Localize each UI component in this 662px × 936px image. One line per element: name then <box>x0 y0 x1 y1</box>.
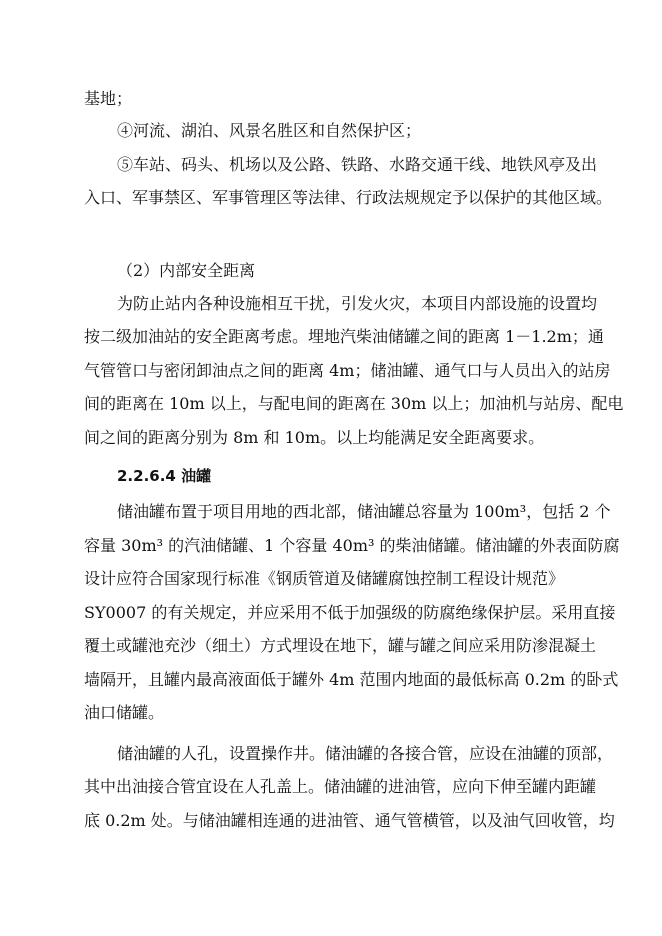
paragraph-2-line-7: 油口储罐。 <box>84 703 165 722</box>
paragraph-1-line-2: 按二级加油站的安全距离考虑。埋地汽柴油储罐之间的距离 1－1.2m；通 <box>84 327 604 346</box>
paragraph-3-line-1: 储油罐的人孔，设置操作井。储油罐的各接合管，应设在油罐的顶部， <box>117 744 614 763</box>
paragraph-2-line-1: 储油罐布置于项目用地的西北部，储油罐总容量为 100m³，包括 2 个 <box>117 502 611 521</box>
paragraph-1-line-3: 气管管口与密闭卸油点之间的距离 4m；储油罐、通气口与人员出入的站房 <box>84 361 611 380</box>
text-line-4: 入口、军事禁区、军事管理区等法律、行政法规规定予以保护的其他区域。 <box>84 188 613 207</box>
paragraph-1-line-4: 间的距离在 10m 以上，与配电间的距离在 30m 以上；加油机与站房、配电 <box>84 394 624 413</box>
paragraph-1-line-1: 为防止站内各种设施相互干扰，引发火灾，本项目内部设施的设置均 <box>117 294 598 313</box>
section-heading-internal-distance: （2）内部安全距离 <box>117 261 256 280</box>
paragraph-3-line-3: 底 0.2m 处。与储油罐相连通的进油管、通气管横管，以及油气回收管，均 <box>84 811 615 830</box>
paragraph-2-line-2: 容量 30m³ 的汽油储罐、1 个容量 40m³ 的柴油储罐。储油罐的外表面防腐 <box>84 536 620 555</box>
list-item-rivers: ④河流、湖泊、风景名胜区和自然保护区； <box>117 121 422 140</box>
text-line-1: 基地； <box>84 89 133 108</box>
paragraph-3-line-2: 其中出油接合管宜设在人孔盖上。储油罐的进油管，应向下伸至罐内距罐 <box>84 777 597 796</box>
paragraph-1-line-5: 间之间的距离分别为 8m 和 10m。以上均能满足安全距离要求。 <box>84 428 545 447</box>
paragraph-2-line-5: 覆土或罐池充沙（细土）方式埋设在地下，罐与罐之间应采用防渗混凝土 <box>84 636 597 655</box>
paragraph-2-line-4: SY0007 的有关规定，并应采用不低于加强级的防腐绝缘保护层。采用直接 <box>84 603 616 622</box>
paragraph-2-line-6: 墙隔开，且罐内最高液面低于罐外 4m 范围内地面的最低标高 0.2m 的卧式 <box>84 670 619 689</box>
paragraph-2-line-3: 设计应符合国家现行标准《钢质管道及储罐腐蚀控制工程设计规范》 <box>84 569 565 588</box>
list-item-stations: ⑤车站、码头、机场以及公路、铁路、水路交通干线、地铁风亭及出 <box>117 155 598 174</box>
section-heading-oil-tank: 2.2.6.4 油罐 <box>117 467 212 485</box>
